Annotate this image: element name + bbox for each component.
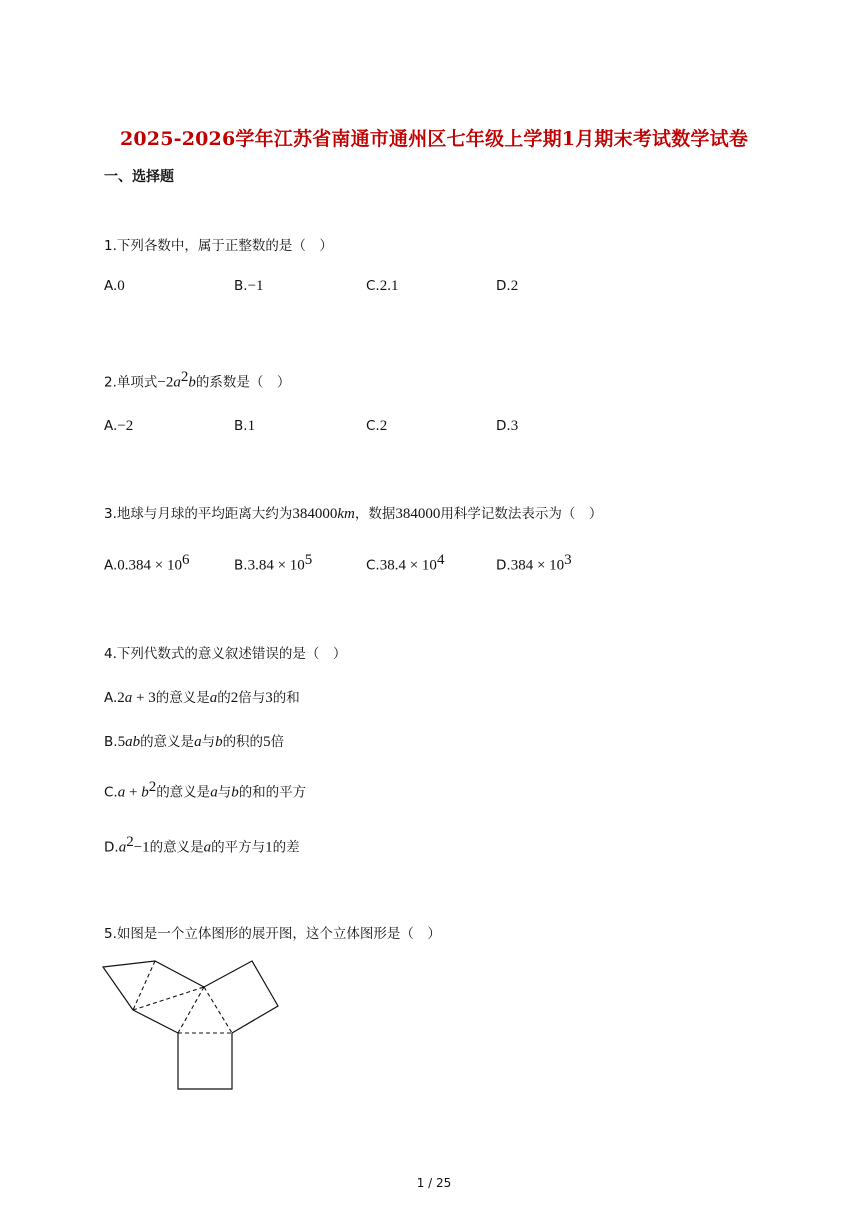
net-fold-left-1 — [133, 961, 155, 1010]
document-title: 2025-2026学年江苏省南通市通州区七年级上学期1月期末考试数学试卷 — [119, 128, 749, 150]
q1-option-a[interactable]: A.0 — [104, 278, 125, 294]
question-4-stem: 4.下列代数式的意义叙述错误的是（ ） — [104, 646, 347, 662]
q4-option-c[interactable]: $C.a + b^2$的意义是a与b的和的平方 — [104, 779, 307, 801]
net-diagram — [100, 955, 285, 1095]
q2-option-b[interactable]: B.1 — [234, 418, 256, 434]
q3-option-b[interactable]: $B.3.84 \times 10^5$ — [234, 552, 313, 574]
section-heading: 一、选择题 — [104, 169, 174, 185]
q2-option-c[interactable]: C.2 — [366, 418, 388, 434]
q4-option-d[interactable]: $D.a^2-1$的意义是a的平方与1的差 — [104, 834, 300, 856]
q1-option-c[interactable]: C.2.1 — [366, 278, 399, 294]
q2-option-d[interactable]: D.3 — [496, 418, 519, 434]
question-5-stem: 5.如图是一个立体图形的展开图，这个立体图形是（ ） — [104, 926, 441, 942]
net-left-flap — [103, 961, 204, 1010]
question-2-stem: 2.单项式$-2a^2b$的系数是（ ） — [104, 369, 291, 391]
q3-option-c[interactable]: $C.38.4 \times 10^4$ — [366, 552, 445, 574]
q4-option-a[interactable]: A.2a + 3的意义是a的2倍与3的和 — [104, 690, 300, 706]
q3-option-d[interactable]: $D.384 \times 10^3$ — [496, 552, 572, 574]
question-1-stem: 1.下列各数中，属于正整数的是（ ） — [104, 238, 333, 254]
net-fold-center-right — [204, 987, 232, 1033]
q1-option-b[interactable]: B.−1 — [234, 278, 264, 294]
net-left-edge — [133, 1010, 178, 1033]
q4-option-b[interactable]: B.5ab的意义是a与b的积的5倍 — [104, 734, 285, 750]
q3-option-a[interactable]: $A.0.384 \times 10^6$ — [104, 552, 190, 574]
q1-option-d[interactable]: D.2 — [496, 278, 519, 294]
q2-option-a[interactable]: A.−2 — [104, 418, 134, 434]
question-3-stem: 3.地球与月球的平均距离大约为384000km，数据384000用科学记数法表示为（ ） — [104, 506, 603, 522]
page-number: 1 / 25 — [416, 1176, 452, 1190]
net-bottom-square — [178, 1033, 232, 1089]
net-right-flap — [204, 961, 278, 1033]
